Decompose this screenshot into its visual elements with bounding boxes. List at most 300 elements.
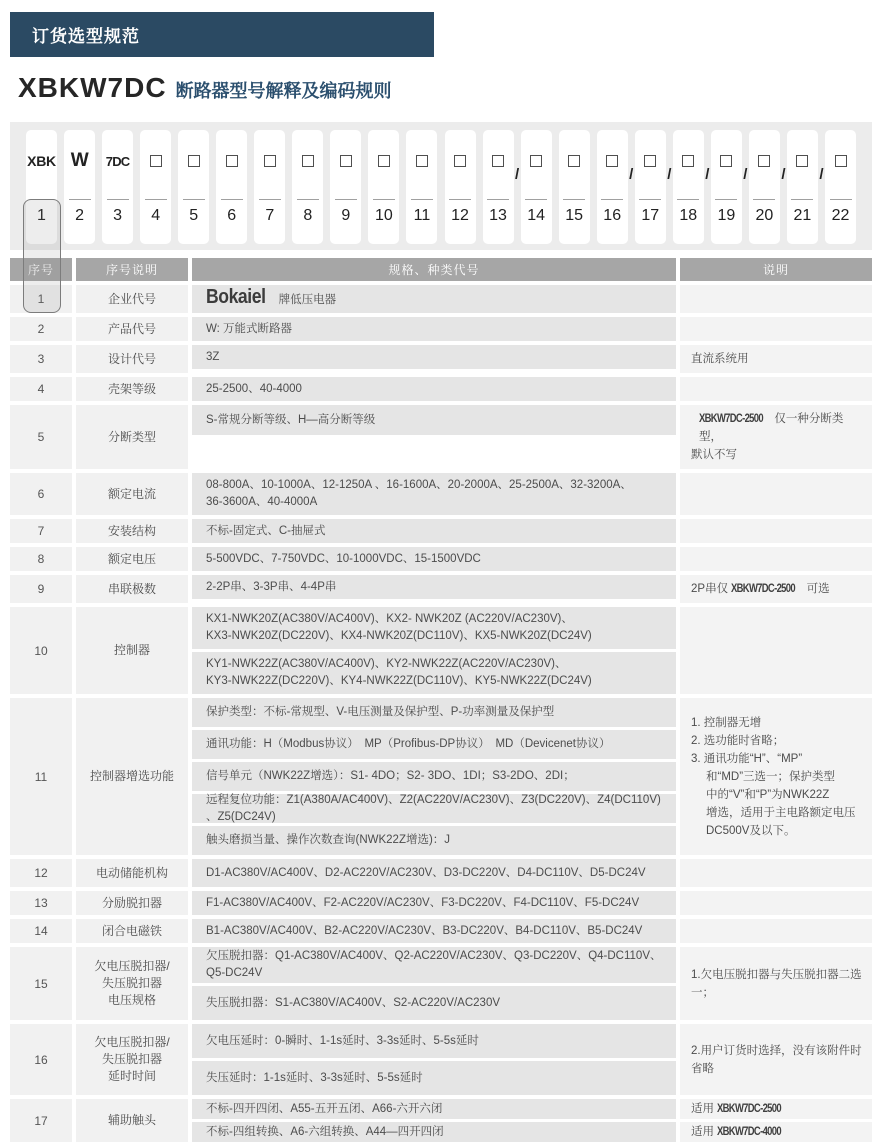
row-number: 12 [34,866,48,880]
code-symbol [150,130,162,192]
note-cell [680,1024,872,1095]
spec-cell [192,575,676,599]
spec-cells [192,345,676,373]
table-row [10,607,872,694]
row-label-cell [76,285,188,313]
note-cell [680,547,872,571]
code-symbol [835,130,847,192]
row-label-line: 设计代号 [107,351,156,366]
spec-cells [192,698,676,855]
row-number: 13 [34,896,48,910]
row-number-cell [10,698,72,855]
code-separator-line [411,199,433,200]
row-label-line: 延时时间 [107,1069,156,1083]
code-separator-line [449,199,471,200]
code-separator-line [145,199,167,200]
spec-text: 通讯功能：H（Modbus协议） MP（Profibus-DP协议） MD（Devicenet协议） [206,738,611,750]
code-pill-8 [292,130,323,244]
spec-cells [192,285,676,313]
empty-box-icon [492,155,504,167]
row-number: 6 [37,487,45,501]
empty-box-icon [530,155,542,167]
code-separator-line [221,199,243,200]
row-label-line: 辅助触头 [107,1113,156,1127]
empty-box-icon [378,155,390,167]
row-label-line: 分励脱扣器 [101,895,162,910]
model-number: XBKW7DC-2500 [731,583,796,595]
empty-box-icon [302,155,314,167]
code-number: 8 [303,207,313,224]
code-slash: / [743,166,748,183]
spec-cell [192,762,676,791]
row-number-cell [10,519,72,543]
spec-text: 可选 [803,583,830,595]
spec-cell [192,652,676,694]
spec-cells [192,947,676,1020]
code-pill-7 [254,130,285,244]
row-number: 3 [37,352,45,366]
row-label-line: 额定电流 [107,486,156,501]
code-number: 13 [489,207,507,224]
spec-cell [192,607,676,649]
spec-text: 失压延时：1-1s延时、3-3s延时、5-5s延时 [206,1071,423,1084]
row-label-cell [76,1024,188,1095]
spec-cells [192,519,676,543]
code-number: 18 [679,207,698,224]
row-label-line: 分断类型 [107,429,156,444]
spec-text: 08-800A、10-1000A、12-1250A 、16-1600A、20-2000A、25-2500A、32-3200A、 [206,479,632,491]
note-cells [680,1099,872,1142]
empty-box-icon [226,155,238,167]
header-cell-spec: 规格、种类代号 [192,258,676,281]
table-row [10,919,872,943]
row-number: 8 [37,552,45,566]
row-label-line: 欠电压脱扣器/ [94,959,170,973]
code-slash: / [819,166,824,183]
table-row [10,575,872,603]
row-label-line: 控制器 [113,643,150,657]
spec-text: 1. 控制器无增 [691,716,762,729]
code-number: 12 [451,207,469,224]
spec-line [206,494,670,511]
spec-text: KY3-NWK22Z(DC220V)、KY4-NWK22Z(DC110V)、KY5-NWK22Z(DC24V) [206,675,592,687]
spec-cell [192,1024,676,1058]
spec-line [206,1033,670,1050]
spec-text: DC500V及以下。 [706,824,796,837]
code-symbol [644,130,656,192]
empty-box-icon [454,155,466,167]
row-number-cell [10,859,72,887]
row-number: 9 [37,582,45,596]
spec-text: 适用 [691,1126,718,1138]
note-line [691,446,864,464]
note-cell [680,859,872,887]
row-label-cell [76,345,188,373]
spec-text: 直流系统用 [691,353,749,365]
model-code-strip [10,122,872,250]
spec-cell [192,317,676,341]
spec-text: 25-2500、40-4000 [206,382,302,395]
note-line [691,732,864,750]
spec-text: 欠压脱扣器：Q1-AC380V/AC400V、Q2-AC220V/AC230V、Q3-DC220V、Q4-DC110V、Q5-DC24V [206,950,662,979]
spec-line [206,321,670,338]
row-number: 1 [37,292,45,306]
spec-cell [192,1061,676,1095]
note-cell [680,285,872,313]
table-row [10,1099,872,1142]
row-label-line: 闭合电磁铁 [101,923,162,938]
row-number-cell [10,607,72,694]
row-number: 14 [34,924,48,938]
spec-cell [192,891,676,915]
spec-text: B1-AC380V/AC400V、B2-AC220V/AC230V、B3-DC220V、B4-DC110V、B5-DC24V [206,924,643,937]
code-separator-line [335,199,357,200]
empty-box-icon [758,155,770,167]
row-label-cell [76,698,188,855]
spec-text: 2P串仅 [691,583,732,595]
code-separator-line [373,199,395,200]
spec-text: 2-2P串、3-3P串、4-4P串 [206,580,337,593]
code-number: 16 [603,207,622,224]
row-number-cell [10,405,72,469]
spec-line [206,1124,670,1141]
spec-text: 适用 [691,1103,718,1115]
header-cell-note: 说明 [680,258,872,281]
spec-line [206,923,670,940]
note-line [691,410,864,446]
spec-line [206,865,670,882]
note-cell [680,345,872,373]
note-line [691,714,864,732]
row-label-line: 欠电压脱扣器/ [94,1035,170,1049]
row-label-line: 额定电压 [107,551,156,566]
row-number: 4 [37,382,45,396]
row-label-line: 产品代号 [107,321,156,336]
code-pill-10 [368,130,399,244]
spec-cell [192,826,676,855]
spec-cell [192,1099,676,1119]
spec-text: 36-3600A、40-4000A [206,496,318,508]
row-label-cell [76,575,188,603]
table-row [10,947,872,1020]
spec-cells [192,919,676,943]
code-symbol-text: W [70,150,89,171]
spec-line [206,704,670,721]
row-label-cell [76,547,188,571]
code-number: 10 [375,207,393,224]
code-separator-line [791,199,813,200]
note-line [691,1100,864,1118]
row-label-cell [76,377,188,401]
code-number: 6 [227,207,237,224]
spec-text: 中的“V”和“P”为NWK22Z [706,788,830,801]
code-symbol [226,130,238,192]
spec-cell [192,859,676,887]
code-symbol [682,130,694,192]
table-row [10,345,872,373]
code-pill-15 [559,130,590,244]
code-symbol [27,130,56,192]
code-separator-line [715,199,737,200]
note-line [691,1123,864,1141]
row-number-cell [10,575,72,603]
row-number-cell [10,377,72,401]
code-symbol [302,130,314,192]
code-symbol [796,130,808,192]
spec-line [206,349,670,366]
row-number: 7 [37,524,45,538]
code-symbol [568,130,580,192]
note-line [691,822,864,840]
code-number: 1 [37,207,46,224]
spec-line [206,792,670,826]
code-symbol [720,130,732,192]
code-symbol-text: 7DC [105,153,130,169]
code-symbol [492,130,504,192]
note-line [691,786,864,804]
spec-line [206,412,670,429]
code-separator-line [563,199,585,200]
spec-line [206,551,670,568]
spec-cell [192,345,676,369]
spec-cells [192,317,676,341]
spec-cells [192,405,676,469]
note-cell [680,891,872,915]
note-cell [680,1099,872,1119]
order-spec-banner [10,12,434,57]
table-row [10,377,872,401]
code-pill-1 [26,130,57,244]
code-pill-16 [597,130,628,244]
note-cell [680,919,872,943]
row-label-line: 串联极数 [107,581,156,596]
spec-cell [192,919,676,943]
code-separator-line [487,199,509,200]
code-pill-19 [711,130,742,244]
page-subtitle: 断路器型号解释及编码规则 [175,81,392,101]
row-label-line: 安装结构 [107,523,156,538]
spec-cells [192,575,676,603]
code-number: 22 [831,207,850,224]
row-number: 2 [37,322,45,336]
empty-box-icon [644,155,656,167]
spec-cell [192,730,676,759]
spec-cells [192,607,676,694]
code-number: 19 [717,207,736,224]
spec-line [206,736,670,753]
table-header-row [10,258,872,281]
spec-text: 保护类型：不标-常规型、V-电压测量及保护型、P-功率测量及保护型 [206,706,555,718]
spec-line [206,673,670,690]
spec-cells [192,1099,676,1142]
empty-box-icon [682,155,694,167]
code-number: 2 [75,207,84,224]
table-row [10,891,872,915]
empty-box-icon [188,155,200,167]
spec-line [206,477,670,494]
spec-text: 2. 选功能时省略； [691,734,785,747]
code-slash: / [515,166,520,183]
row-label-line: 企业代号 [107,291,156,306]
row-number-cell [10,345,72,373]
spec-cells [192,547,676,571]
table-row [10,547,872,571]
row-label-line: 失压脱扣器 [101,1052,162,1066]
code-pill-12 [445,130,476,244]
code-pill-13 [483,130,514,244]
code-symbol-text: XBK [27,153,56,169]
model-number: XBKW7DC-2500 [717,1103,782,1115]
spec-text: 3. 通讯功能“H”、“MP” [691,752,803,765]
code-number: 15 [565,207,584,224]
code-separator-line [753,199,775,200]
note-line [691,750,864,768]
code-separator-line [601,199,623,200]
row-number-cell [10,919,72,943]
row-number-cell [10,473,72,515]
note-line [691,768,864,786]
row-label-line: 控制器增选功能 [89,769,174,783]
note-cell [680,473,872,515]
row-label-cell [76,473,188,515]
empty-box-icon [606,155,618,167]
spec-text: D1-AC380V/AC400V、D2-AC220V/AC230V、D3-DC220V、D4-DC110V、D5-DC24V [206,866,646,879]
table-row [10,1024,872,1095]
note-line [691,580,864,598]
row-label-line: 失压脱扣器 [101,976,162,990]
note-cell [680,698,872,855]
spec-text: KY1-NWK22Z(AC380V/AC400V)、KY2-NWK22Z(AC220V/AC230V)、 [206,658,567,670]
spec-text: KX3-NWK20Z(DC220V)、KX4-NWK20Z(DC110V)、KX5-NWK20Z(DC24V) [206,630,592,642]
code-pill-17 [635,130,666,244]
code-pill-14 [521,130,552,244]
code-number: 3 [113,207,123,224]
row-number-cell [10,285,72,313]
empty-box-icon [568,155,580,167]
spec-line [206,948,670,982]
model-name: XBKW7DC [18,72,167,103]
spec-cell [192,1122,676,1142]
empty-box-icon [264,155,276,167]
spec-text: 5-500VDC、7-750VDC、10-1000VDC、15-1500VDC [206,552,481,565]
code-separator-line [525,199,547,200]
code-symbol [530,130,542,192]
spec-table [10,258,872,1146]
spec-cell [192,947,676,983]
code-separator-line [31,199,53,200]
code-number: 7 [265,207,275,224]
model-number: XBKW7DC-4000 [717,1126,782,1138]
spec-cells [192,1024,676,1095]
spec-text: 信号单元（NWK22Z增选）：S1- 4DO；S2- 3DO、1DI；S3-2DO、2DI； [206,770,575,782]
spec-line [206,656,670,673]
row-number-cell [10,891,72,915]
table-row [10,859,872,887]
code-number: 11 [413,207,431,224]
code-symbol [758,130,770,192]
spec-cell [192,405,676,435]
row-label-cell [76,859,188,887]
spec-text: 1.欠电压脱扣器与失压脱扣器二选一； [691,968,862,999]
empty-box-icon [720,155,732,167]
row-number-cell [10,317,72,341]
note-cell [680,947,872,1020]
row-number: 11 [34,769,48,784]
spec-cell [192,794,676,823]
code-symbol [188,130,200,192]
code-pill-9 [330,130,361,244]
spec-line [206,628,670,645]
row-label-cell [76,519,188,543]
spec-cells [192,473,676,515]
row-number-cell [10,1099,72,1142]
row-label-cell [76,947,188,1020]
spec-cell [192,519,676,543]
code-separator-line [259,199,281,200]
code-pill-18 [673,130,704,244]
code-slash: / [705,166,710,183]
code-pill-11 [406,130,437,244]
code-separator-line [830,199,852,200]
empty-box-icon [150,155,162,167]
spec-cell [192,473,676,515]
empty-box-icon [416,155,428,167]
banner-title: 订货选型规范 [32,27,140,46]
table-row [10,473,872,515]
spec-line [206,1070,670,1087]
empty-box-icon [835,155,847,167]
code-symbol [106,130,130,192]
code-separator-line [297,199,319,200]
spec-cell [192,377,676,401]
spec-text: 仅一种分断类型， [699,413,844,443]
spec-text: 和“MD”三选一；保护类型 [706,770,836,783]
spec-cells [192,891,676,915]
spec-text: F1-AC380V/AC400V、F2-AC220V/AC230V、F3-DC220V、F4-DC110V、F5-DC24V [206,896,640,909]
spec-cell [192,285,676,313]
header-cell-seq: 序号 [10,258,72,281]
note-line [691,350,864,368]
spec-text: 不标-四开四闭、A55-五开五闭、A66-六开六闭 [206,1102,443,1115]
row-label-line: 壳架等级 [107,381,156,396]
spec-text: 欠电压延时：0-瞬时、1-1s延时、3-3s延时、5-5s延时 [206,1034,479,1047]
code-number: 14 [527,207,545,224]
note-cell [680,377,872,401]
row-number-cell [10,947,72,1020]
code-number: 17 [641,207,660,224]
note-cell [680,575,872,603]
code-slash: / [667,166,672,183]
code-number: 20 [755,207,774,224]
code-number: 4 [151,207,161,224]
spec-text: 触头磨损当量、操作次数查询(NWK22Z增选)：J [206,834,451,846]
row-number: 16 [34,1052,48,1067]
table-row [10,405,872,469]
code-symbol [454,130,466,192]
code-symbol [71,130,89,192]
spec-text: 默认不写 [691,449,737,461]
code-symbol [264,130,276,192]
code-pill-22 [825,130,856,244]
spec-line [206,995,670,1012]
row-number: 17 [34,1113,48,1128]
spec-line [206,523,670,540]
spec-text: 增选，适用于主电路额定电压 [706,806,856,819]
row-number-cell [10,547,72,571]
code-number: 21 [793,207,812,224]
code-pill-3 [102,130,133,244]
table-row [10,698,872,855]
